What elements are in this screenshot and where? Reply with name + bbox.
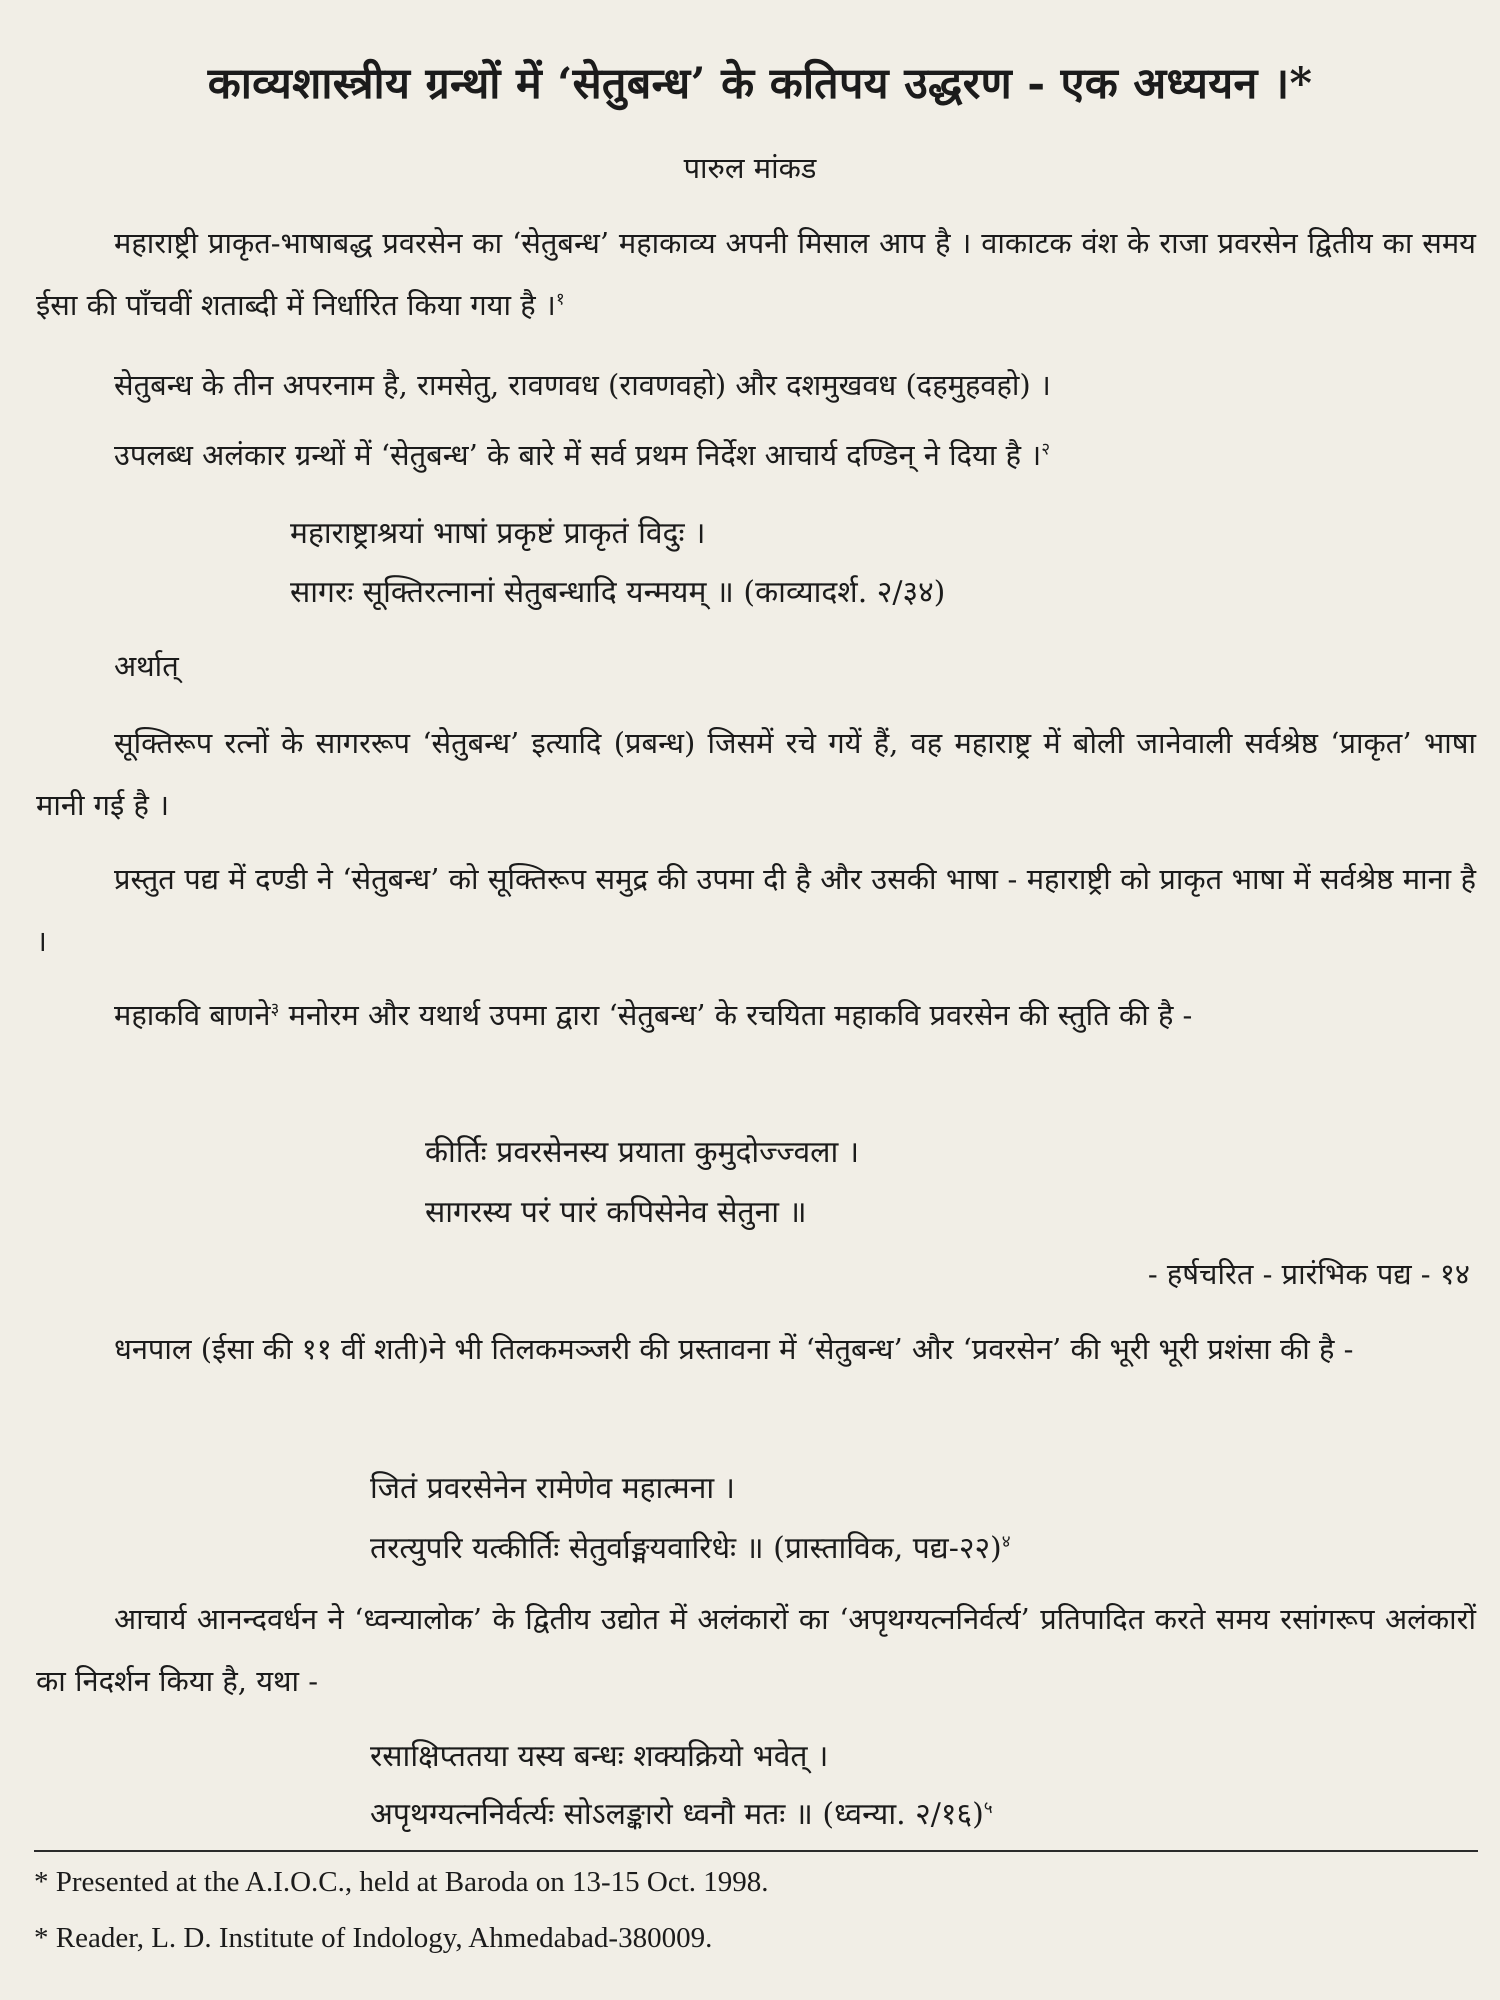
- verse-text: अपृथग्यत्ननिर्वर्त्यः सोऽलङ्कारो ध्वनौ मतः ॥ (ध्वन्या. २/१६): [370, 1797, 984, 1832]
- verse-source: - हर्षचरित - प्रारंभिक पद्य - १४: [1147, 1257, 1470, 1291]
- paragraph-arthat: [36, 635, 1476, 697]
- paragraph-bana: [36, 984, 1476, 1046]
- verse-kavyadarsha-line2: सागरः सूक्तिरत्नानां सेतुबन्धादि यन्मयम् ॥ (काव्यादर्श. २/३४): [290, 575, 946, 610]
- paragraph-text: महाकवि बाणने: [114, 998, 271, 1032]
- paragraph-text: आचार्य आनन्दवर्धन ने ‘ध्वन्यालोक’ के द्वितीय उद्योत में अलंकारों का ‘अपृथग्यत्ननिर्वर्त्य’ प्रतिपादित करते समय रसांगरूप अलंकारों का निदर्शन किया है, यथा -: [36, 1602, 1476, 1698]
- paragraph-text: उपलब्ध अलंकार ग्रन्थों में ‘सेतुबन्ध’ के बारे में सर्व प्रथम निर्देश आचार्य दण्डिन् ने दिया है ।: [114, 438, 1042, 472]
- verse-harshacharita-line1: कीर्तिः प्रवरसेनस्य प्रयाता कुमुदोज्ज्वला ।: [425, 1135, 860, 1170]
- article-title: काव्यशास्त्रीय ग्रन्थों में ‘सेतुबन्ध’ के कतिपय उद्धरण - एक अध्ययन ।*: [207, 59, 1313, 109]
- footnote-marker: ४: [1001, 1532, 1011, 1552]
- footnote-marker: ५: [983, 1798, 993, 1818]
- paragraph-text: महाराष्ट्री प्राकृत-भाषाबद्ध प्रवरसेन का ‘सेतुबन्ध’ महाकाव्य अपनी मिसाल आप है । वाकाटक वंश के राजा प्रवरसेन द्वितीय का समय ईसा की पाँचवीं शताब्दी में निर्धारित किया गया है ।: [36, 226, 1476, 322]
- paragraph-dandi-comment: [36, 848, 1476, 972]
- paragraph-intro: [36, 212, 1476, 336]
- verse-text: तरत्युपरि यत्कीर्तिः सेतुर्वाङ्मयवारिधेः ॥ (प्रास्ताविक, पद्य-२२): [370, 1531, 1002, 1566]
- footnote-conference: * Presented at the A.I.O.C., held at Baroda on 13-15 Oct. 1998.: [34, 1866, 769, 1898]
- verse-tilakamanjari-line2: [370, 1520, 1011, 1578]
- verse-dhvanyaloka-line1: रसाक्षिप्ततया यस्य बन्धः शक्यक्रियो भवेत् ।: [370, 1739, 829, 1774]
- paragraph-alternate-names: [36, 354, 1476, 416]
- paragraph-meaning: [36, 712, 1476, 836]
- paragraph-text: सूक्तिरूप रत्नों के सागररूप ‘सेतुबन्ध’ इत्यादि (प्रबन्ध) जिसमें रचे गयें हैं, वह महाराष्ट्र में बोली जानेवाली सर्वश्रेष्ठ ‘प्राकृत’ भाषा मानी गई है ।: [36, 726, 1476, 822]
- paragraph-text: प्रस्तुत पद्य में दण्डी ने ‘सेतुबन्ध’ को सूक्तिरूप समुद्र की उपमा दी है और उसकी भाषा - महाराष्ट्री को प्राकृत भाषा में सर्वश्रेष्ठ माना है ।: [36, 862, 1476, 958]
- footnote-divider: [34, 1850, 1478, 1852]
- verse-dhvanyaloka-line2: [370, 1786, 993, 1844]
- paragraph-text: धनपाल (ईसा की ११ वीं शती)ने भी तिलकमञ्जरी की प्रस्तावना में ‘सेतुबन्ध’ और ‘प्रवरसेन’ की भूरी भूरी प्रशंसा की है -: [114, 1332, 1354, 1366]
- footnote-marker: १: [555, 289, 565, 310]
- paragraph-dhanapala: [36, 1318, 1476, 1380]
- footnote-marker: ३: [270, 999, 280, 1020]
- paragraph-anandavardhana: [36, 1588, 1476, 1712]
- paragraph-text: मनोरम और यथार्थ उपमा द्वारा ‘सेतुबन्ध’ के रचयिता महाकवि प्रवरसेन की स्तुति की है -: [279, 998, 1193, 1032]
- paragraph-dandin: [36, 424, 1476, 486]
- footnote-marker: २: [1041, 439, 1051, 460]
- paragraph-text: अर्थात्: [114, 649, 179, 683]
- verse-harshacharita-line2: सागरस्य परं पारं कपिसेनेव सेतुना ॥: [425, 1195, 807, 1230]
- verse-tilakamanjari-line1: जितं प्रवरसेनेन रामेणेव महात्मना ।: [370, 1471, 736, 1506]
- footnote-affiliation: * Reader, L. D. Institute of Indology, Ahmedabad-380009.: [34, 1922, 713, 1954]
- paragraph-text: सेतुबन्ध के तीन अपरनाम है, रामसेतु, रावणवध (रावणवहो) और दशमुखवध (दहमुहवहो) ।: [114, 368, 1051, 402]
- verse-kavyadarsha-line1: महाराष्ट्राश्रयां भाषां प्रकृष्टं प्राकृतं विदुः ।: [290, 516, 706, 551]
- author-name: पारुल मांकड: [683, 151, 817, 185]
